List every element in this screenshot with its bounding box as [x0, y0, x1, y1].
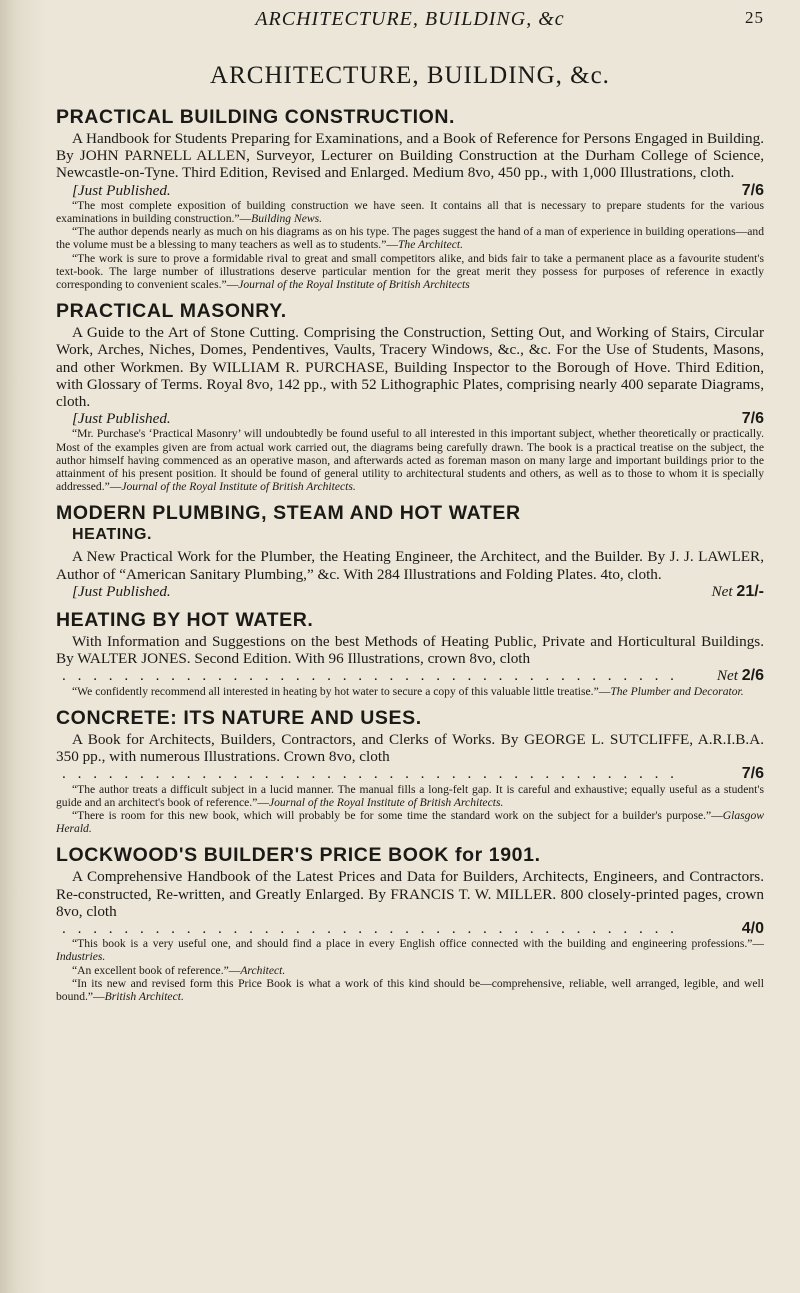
entry-title: LOCKWOOD'S BUILDER'S PRICE BOOK for 1901. — [56, 844, 541, 867]
review-quote — [56, 964, 764, 977]
price-line — [56, 182, 764, 199]
review-quote — [56, 685, 764, 698]
review-text: “Mr. Purchase's ‘Practical Masonry’ will undoubtedly be found useful to all interested in this important subject, whether theoretically or practically. Most of the examples given are from actual work carried out, the diagrams being carefully drawn. The book is a practical treatise on the subject, the author himself having commenced as an operative mason, and afterwards acted as foreman mason on many large and important buildings prior to the attainment of his present position. It should be found of general utility to architectural students and others, as well as to those to whom it is specially addressed.”— — [56, 427, 764, 494]
review-text: “There is room for this new book, which will probably be for some time the standard work on the subject for a builder's purpose.”— — [72, 808, 723, 822]
review-text: “This book is a very useful one, and should find a place in every English office connected with the building and engineering professions.”— — [72, 937, 764, 951]
entry-title: HEATING BY HOT WATER. — [56, 609, 314, 632]
catalogue-entry — [56, 502, 764, 600]
review-source: Architect. — [240, 963, 286, 977]
catalogue-entry — [56, 106, 764, 291]
review-quote — [56, 199, 764, 225]
review-text: “The most complete exposition of building construction we have seen. It contains all that is necessary to prepare students for the various examinations in building construction.”— — [56, 198, 764, 226]
entry-description: A Comprehensive Handbook of the Latest Prices and Data for Builders, Architects, Engineers, and Contractors. Re-constructed, Re-written, and Greatly Enlarged. By FRANCIS T. W. MILLER. 800 closely-printed pages, crown 8vo, cloth — [56, 868, 764, 920]
catalogue-entry — [56, 300, 764, 493]
leader-dots: . . . . . . . . . . . . . . . . . . . . . . . . . . . . . . . . . . . . . . . . — [62, 765, 678, 783]
review-quote — [56, 252, 764, 292]
price: 7/6 — [741, 765, 764, 783]
review-source: Journal of the Royal Institute of British Architects. — [268, 795, 504, 809]
entry-description: A New Practical Work for the Plumber, the Heating Engineer, the Architect, and the Builder. By J. J. LAWLER, Author of “American Sanitary Plumbing,” &c. With 284 Illustrations and Folding Plates. 4to, cloth. — [56, 548, 764, 583]
price-prefix: Net — [711, 582, 737, 600]
publication-status: [Just Published. — [72, 582, 171, 600]
page-number: 25 — [745, 8, 764, 27]
review-text: “An excellent book of reference.”— — [72, 963, 241, 977]
review-source: The Plumber and Decorator. — [610, 684, 744, 698]
review-quote — [56, 225, 764, 251]
review-source: Journal of the Royal Institute of British Architects — [238, 278, 470, 292]
price: 7/6 — [741, 410, 764, 428]
review-text: “The author depends nearly as much on his diagrams as on his type. The pages suggest the hand of a man of experience in building operations—and the volume must be a blessing to many teachers as well as to students.”— — [56, 225, 764, 252]
entry-title-continued: HEATING. — [72, 526, 153, 544]
price-group — [742, 410, 764, 427]
price-group — [742, 920, 764, 937]
price: 2/6 — [741, 667, 764, 685]
running-head — [56, 0, 764, 38]
review-source: Glasgow Herald. — [56, 808, 764, 836]
entry-title: PRACTICAL MASONRY. — [56, 300, 287, 323]
price-group — [742, 182, 764, 199]
entry-title: CONCRETE: ITS NATURE AND USES. — [56, 706, 422, 729]
entry-description: A Book for Architects, Builders, Contractors, and Clerks of Works. By GEORGE L. SUTCLIFFE, A.R.I.B.A. 350 pp., with numerous Illustrations. Crown 8vo, cloth — [56, 730, 764, 766]
entry-description: A Handbook for Students Preparing for Examinations, and a Book of Reference for Persons Engaged in Building. By JOHN PARNELL ALLEN, Surveyor, Lecturer on Building Construction at the Durham College of Science, Newcastle-on-Tyne. Third Edition, Revised and Enlarged. Medium 8vo, 450 pp., with 1,000 Illustrations, cloth. — [56, 130, 764, 182]
review-quote — [56, 977, 764, 1003]
entry-description: A Guide to the Art of Stone Cutting. Comprising the Construction, Setting Out, and Working of Stairs, Circular Work, Arches, Niches, Domes, Pendentives, Vaults, Tracery Windows, &c., &c. For the Use of Students, Masons, and other Workmen. By WILLIAM R. PURCHASE, Building Inspector to the Borough of Hove. Third Edition, with Glossary of Terms. Royal 8vo, 142 pp., with 52 Lithographic Plates, comprising nearly 400 separate Diagrams, cloth. — [56, 324, 764, 411]
catalogue-entry — [56, 609, 764, 698]
price-group — [717, 667, 764, 684]
leader-dots: . . . . . . . . . . . . . . . . . . . . . . . . . . . . . . . . . . . . . . . . — [62, 667, 678, 685]
entry-title: PRACTICAL BUILDING CONSTRUCTION. — [56, 106, 456, 128]
publication-status: [Just Published. — [72, 410, 171, 428]
entry-title: MODERN PLUMBING, STEAM AND HOT WATER HEATING. — [56, 502, 764, 546]
price-line — [56, 765, 764, 782]
review-source: Journal of the Royal Institute of British Architects. — [121, 480, 356, 494]
price-line — [56, 667, 764, 684]
review-text: “In its new and revised form this Price Book is what a work of this kind should be—comprehensive, reliable, well arranged, legible, and well bound.”— — [56, 976, 764, 1003]
publication-status: [Just Published. — [72, 181, 171, 199]
review-quote — [56, 809, 764, 835]
price-line — [56, 410, 764, 427]
section-title: ARCHITECTURE, BUILDING, &c. — [210, 62, 610, 89]
leader-dots: . . . . . . . . . . . . . . . . . . . . . . . . . . . . . . . . . . . . . . . . — [62, 919, 678, 937]
price: 7/6 — [741, 181, 764, 199]
catalogue-entry — [56, 844, 764, 1003]
entry-description: With Information and Suggestions on the best Methods of Heating Public, Private and Horticultural Buildings. By WALTER JONES. Second Edition. With 96 Illustrations, crown 8vo, cloth — [56, 633, 764, 668]
price-group — [712, 583, 764, 600]
price: 4/0 — [741, 919, 764, 937]
running-head-title: ARCHITECTURE, BUILDING, &c — [255, 8, 565, 30]
entries-list — [56, 106, 764, 1003]
catalogue-entry — [56, 707, 764, 835]
price-group — [742, 765, 764, 782]
review-source: Building News. — [251, 212, 322, 226]
review-source: Industries. — [56, 950, 106, 964]
price: 21/- — [736, 582, 764, 600]
review-quote — [56, 783, 764, 809]
review-quote — [56, 937, 764, 963]
review-source: British Architect. — [104, 989, 184, 1003]
review-text: “The work is sure to prove a formidable rival to great and small competitors alike, and bids fair to take a permanent place as a favourite student's text-book. The large number of illustrations deserve particular mention for the great merit they possess for purposes of reference in exactly corresponding to convenient scales.”— — [56, 251, 764, 292]
review-text: “We confidently recommend all interested in heating by hot water to secure a copy of this valuable little treatise.”— — [72, 684, 611, 698]
review-quote — [56, 427, 764, 493]
price-prefix: Net — [716, 667, 742, 685]
price-line — [56, 920, 764, 937]
review-text: “The author treats a difficult subject in a lucid manner. The manual fills a long-felt gap. It is careful and exhaustive; equally useful as a student's guide and an architect's book of reference.”— — [56, 782, 764, 809]
price-line — [56, 583, 764, 600]
review-source: The Architect. — [397, 238, 463, 252]
